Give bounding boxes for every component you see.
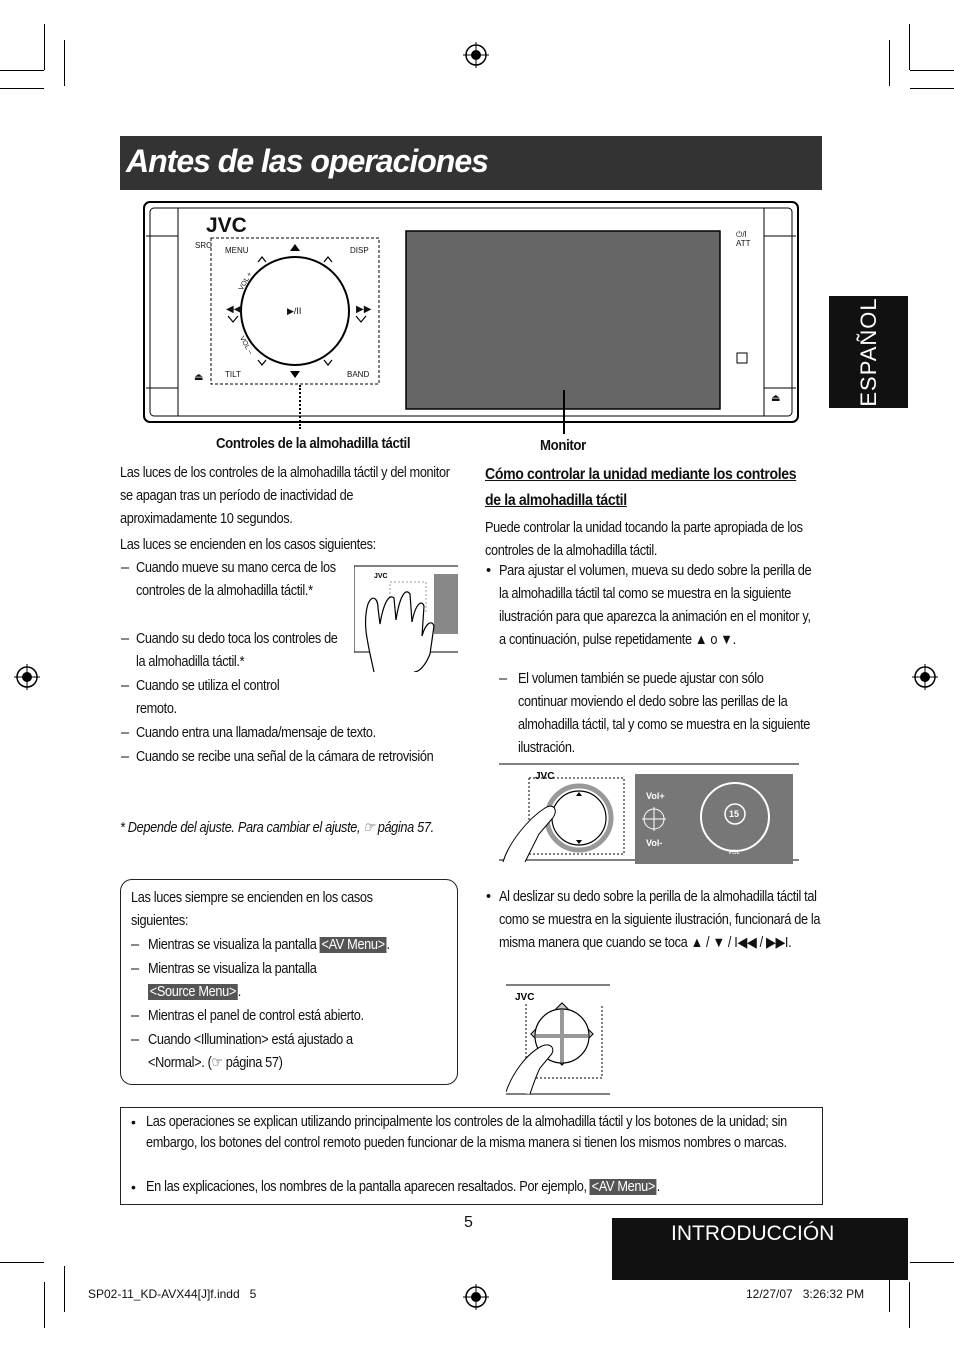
sub-bullet-text: El volumen también se puede ajustar con sólo continuar moviendo el dedo sobre las perillas de la almohadilla táctil, tal y como se muestra en la siguiente ilustración.	[518, 671, 811, 756]
slide-illustration	[506, 984, 612, 1096]
footer-file: SP02-11_KD-AVX44[J]f.indd 5	[88, 1287, 257, 1301]
page-title-bar	[120, 136, 822, 190]
page-number: 5	[464, 1214, 473, 1231]
list-item: Cuando se recibe una señal de la cámara de retrovisión	[136, 749, 434, 765]
language-tab	[829, 296, 908, 408]
bullet-text: Para ajustar el volumen, mueva su dedo sobre la perilla de la almohadilla táctil tal como se muestra en la siguiente ilustración para que aparezca la animación en el monitor y, a continuación, pulse repetidamente ▲ o ▼.	[499, 563, 812, 648]
svg-text:JVC: JVC	[535, 771, 555, 782]
intro-text: Las luces de los controles de la almohadilla táctil y del monitor se apagan tras un período de inactividad de aproximadamente 10 segundos.	[120, 465, 450, 527]
crop-mark	[0, 70, 44, 71]
registration-mark-icon	[463, 1284, 489, 1310]
crop-mark	[909, 24, 910, 70]
disp-button: DISP	[350, 246, 369, 255]
vol-level: 15	[729, 809, 740, 819]
note-box-item: Mientras se visualiza la pantalla <AV Menu> .	[148, 937, 390, 953]
section-tab	[612, 1218, 908, 1280]
bullet-text: Al deslizar su dedo sobre la perilla de la almohadilla táctil tal como se muestra en la siguiente ilustración, funcionará de la misma manera que cuando se toca ▲ / ▼ / I◀◀ / ▶▶I.	[499, 889, 821, 951]
registration-mark-icon	[14, 664, 40, 690]
crop-mark	[64, 40, 65, 86]
crop-mark	[910, 70, 954, 71]
list-item: Cuando su dedo toca los controles de la almohadilla táctil.*	[136, 631, 338, 670]
note-box-item-text: Mientras se visualiza la pantalla	[148, 937, 317, 953]
highlighted-screen-name: <AV Menu>	[321, 937, 385, 953]
dash: –	[131, 1008, 139, 1024]
list-item: Cuando mueve su mano cerca de los controles de la almohadilla táctil.*	[136, 560, 336, 599]
bullet: •	[131, 1179, 136, 1195]
registration-mark-icon	[463, 42, 489, 68]
bullet: •	[486, 563, 491, 579]
crop-mark	[0, 1262, 44, 1263]
section-heading: Cómo controlar la unidad mediante los controles de la almohadilla táctil	[485, 466, 797, 509]
prev-track-icon: ◀◀	[226, 304, 242, 315]
highlighted-screen-name: <AV Menu>	[591, 1179, 655, 1195]
callout-line	[299, 385, 301, 429]
registration-mark-icon	[912, 664, 938, 690]
bullet: •	[486, 889, 491, 905]
band-button: BAND	[347, 370, 370, 379]
crop-mark	[910, 1262, 954, 1263]
dash: –	[499, 671, 507, 687]
bottom-note: Las operaciones se explican utilizando principalmente los controles de la almohadilla táctil y los botones de la unidad; sin embargo, los botones del control remoto pueden funcionar de la misma manera si tienen los mismos nombres o marcas.	[146, 1114, 787, 1151]
crop-mark	[909, 1282, 910, 1328]
callout-touchpad: Controles de la almohadilla táctil	[216, 435, 411, 452]
dash: –	[121, 725, 129, 741]
tilt-button: TILT	[225, 370, 241, 379]
vol-down-label: VOL –	[237, 335, 254, 356]
note-box-item: Cuando <Illumination> está ajustado a <Normal>. (☞ página 57)	[148, 1032, 353, 1071]
crop-mark	[64, 1266, 65, 1312]
dash: –	[131, 937, 139, 953]
cases-intro: Las luces se encienden en los casos siguientes:	[120, 537, 376, 553]
bullet: •	[131, 1114, 136, 1130]
bottom-note: En las explicaciones, los nombres de la pantalla aparecen resaltados. Por ejemplo, <AV Menu> .	[146, 1179, 660, 1195]
svg-text:JVC: JVC	[515, 992, 535, 1003]
callout-line	[563, 390, 565, 434]
bottom-note-text: En las explicaciones, los nombres de la pantalla aparecen resaltados. Por ejemplo,	[146, 1179, 587, 1195]
crop-mark	[0, 88, 44, 89]
vol-minus-label: Vol-	[646, 838, 663, 848]
vol-up-label: VOL +	[237, 271, 254, 292]
power-button: ⏻/I	[736, 230, 747, 239]
crop-mark	[44, 1282, 45, 1328]
src-button: SRC	[195, 241, 212, 250]
note-box-intro: Las luces siempre se encienden en los casos siguientes:	[131, 890, 373, 929]
footnote: * Depende del ajuste. Para cambiar el ajuste, ☞ página 57.	[120, 820, 434, 836]
dash: –	[131, 1032, 139, 1048]
language-tab-label: ESPAÑOL	[855, 297, 881, 407]
crop-mark	[910, 88, 954, 89]
att-label: ATT	[736, 239, 751, 248]
note-box-item-text: Mientras se visualiza la pantalla	[148, 961, 317, 977]
play-pause-label: ▶/II	[287, 306, 302, 316]
note-box-item: Mientras el panel de control está abierto.	[148, 1008, 364, 1024]
page-title: Antes de las operaciones	[126, 143, 488, 179]
dash: –	[121, 560, 129, 576]
vol-label: VOL	[728, 850, 741, 856]
next-track-icon: ▶▶	[356, 304, 372, 315]
device-brand-logo: JVC	[206, 214, 247, 237]
crop-mark	[44, 24, 45, 70]
dash: –	[131, 961, 139, 977]
highlighted-screen-name: <Source Menu>	[149, 984, 236, 1000]
crop-mark	[889, 40, 890, 86]
dash: –	[121, 678, 129, 694]
dash: –	[121, 631, 129, 647]
footer-timestamp: 12/27/07 3:26:32 PM	[746, 1287, 865, 1301]
svg-text:JVC: JVC	[374, 573, 388, 580]
hand-touch-illustration	[354, 564, 458, 672]
list-item: Cuando se utiliza el control remoto.	[136, 678, 280, 717]
menu-button: MENU	[225, 246, 249, 255]
dash: –	[121, 749, 129, 765]
volume-illustration	[499, 762, 799, 874]
right-intro: Puede controlar la unidad tocando la parte apropiada de los controles de la almohadilla táctil.	[485, 520, 803, 559]
eject-icon: ⏏	[194, 372, 204, 383]
list-item: Cuando entra una llamada/mensaje de texto.	[136, 725, 376, 741]
eject-icon: ⏏	[771, 393, 781, 404]
vol-plus-label: Vol+	[646, 791, 665, 801]
note-box-item: Mientras se visualiza la pantalla <Source Menu> .	[148, 961, 317, 1000]
callout-monitor: Monitor	[540, 437, 586, 454]
section-tab-label: INTRODUCCIÓN	[671, 1222, 835, 1245]
